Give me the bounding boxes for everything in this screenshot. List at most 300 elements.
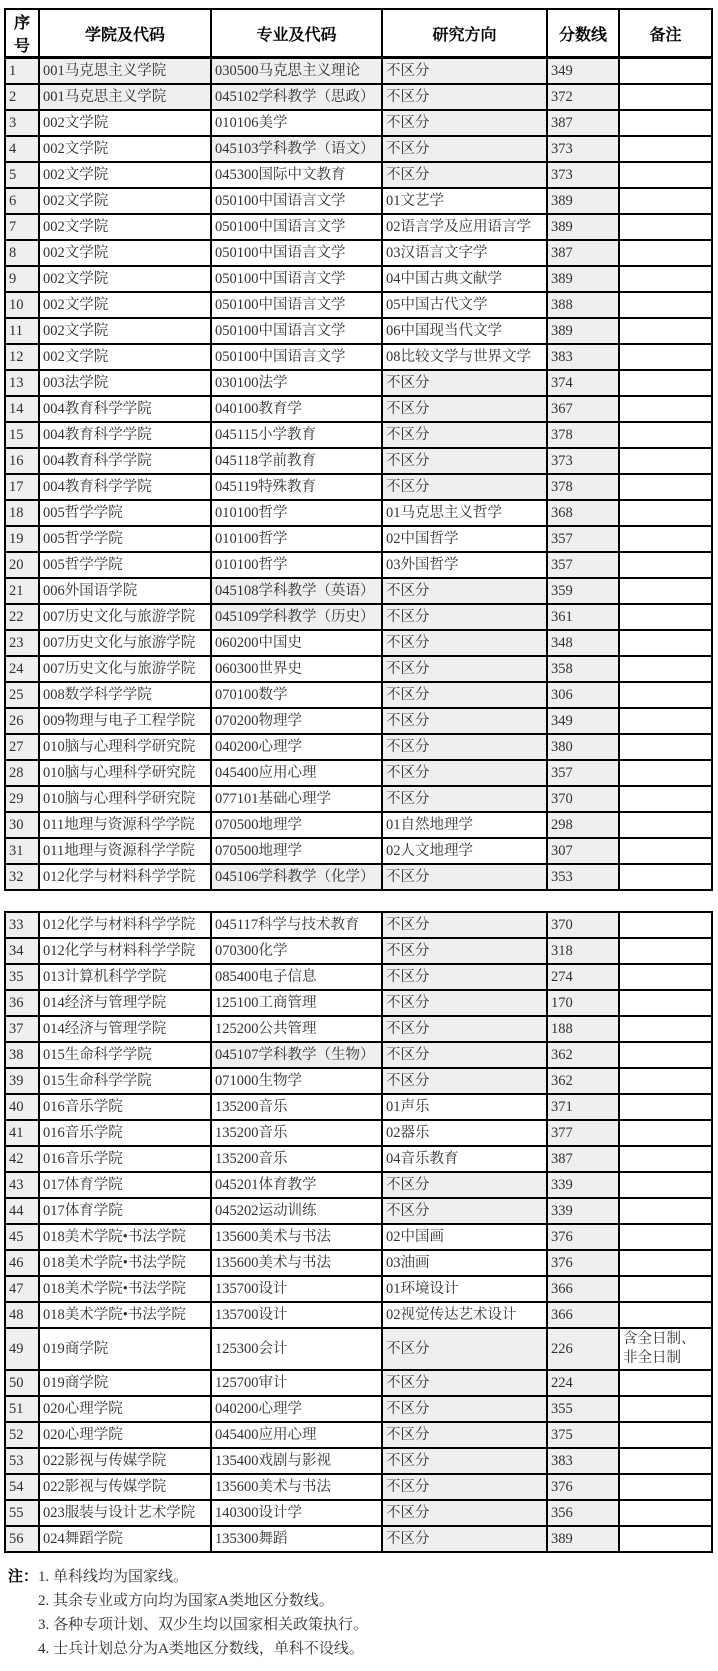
cell-seq: 50: [5, 1370, 39, 1396]
cell-score: 361: [547, 604, 619, 630]
cell-college: 001马克思主义学院: [39, 58, 211, 85]
cell-seq: 54: [5, 1474, 39, 1500]
cell-remark: [619, 1276, 712, 1302]
cell-major: 045103学科教学（语文）: [211, 136, 382, 162]
cell-remark: [619, 188, 712, 214]
cell-seq: 37: [5, 1016, 39, 1042]
cell-seq: 10: [5, 292, 39, 318]
table-row: [5, 604, 712, 630]
cell-major: 135600美术与书法: [211, 1250, 382, 1276]
cell-remark: [619, 318, 712, 344]
table-row: [5, 396, 712, 422]
cell-major: 071000生物学: [211, 1068, 382, 1094]
cell-major: 125300会计: [211, 1328, 382, 1370]
cell-score: 373: [547, 162, 619, 188]
table-row: [5, 370, 712, 396]
cell-remark: [619, 474, 712, 500]
cell-major: 077101基础心理学: [211, 786, 382, 812]
cell-seq: 52: [5, 1422, 39, 1448]
cell-college: 023服装与设计艺术学院: [39, 1500, 211, 1526]
cell-remark: [619, 964, 712, 990]
cell-direction: 不区分: [382, 1370, 547, 1396]
cell-seq: 45: [5, 1224, 39, 1250]
cell-major: 135200音乐: [211, 1146, 382, 1172]
cell-score: 170: [547, 990, 619, 1016]
cell-remark: [619, 266, 712, 292]
cell-seq: 39: [5, 1068, 39, 1094]
cell-major: 135600美术与书法: [211, 1474, 382, 1500]
cell-direction: 不区分: [382, 630, 547, 656]
cell-seq: 49: [5, 1328, 39, 1370]
cell-seq: 27: [5, 734, 39, 760]
table-row: [5, 1370, 712, 1396]
cell-remark: [619, 708, 712, 734]
cell-college: 018美术学院•书法学院: [39, 1224, 211, 1250]
table-row: [5, 448, 712, 474]
cell-direction: 不区分: [382, 964, 547, 990]
cell-remark: [619, 1146, 712, 1172]
cell-remark: [619, 1094, 712, 1120]
cell-direction: 不区分: [382, 1172, 547, 1198]
cell-score: 387: [547, 1146, 619, 1172]
cell-major: 070300化学: [211, 938, 382, 964]
cell-score: 318: [547, 938, 619, 964]
cell-score: 188: [547, 1016, 619, 1042]
table-row: [5, 864, 712, 890]
cell-score: 389: [547, 266, 619, 292]
cell-direction: 不区分: [382, 708, 547, 734]
column-header-college: 学院及代码: [39, 9, 211, 58]
cell-remark: [619, 990, 712, 1016]
cell-seq: 1: [5, 58, 39, 85]
cell-major: 030100法学: [211, 370, 382, 396]
cell-college: 004教育科学学院: [39, 422, 211, 448]
cell-remark: [619, 292, 712, 318]
cell-major: 135700设计: [211, 1276, 382, 1302]
cell-remark: [619, 630, 712, 656]
table-row: [5, 1120, 712, 1146]
cell-remark: [619, 1370, 712, 1396]
cell-remark: [619, 1120, 712, 1146]
cell-college: 010脑与心理科学研究院: [39, 734, 211, 760]
cell-direction: 02中国哲学: [382, 526, 547, 552]
cell-direction: 06中国现当代文学: [382, 318, 547, 344]
table-row: [5, 292, 712, 318]
cell-direction: 05中国古代文学: [382, 292, 547, 318]
note-line: 2. 其余专业或方向均为国家A类地区分数线。: [38, 1593, 334, 1609]
cell-score: 380: [547, 734, 619, 760]
cell-seq: 36: [5, 990, 39, 1016]
table-row: [5, 1094, 712, 1120]
cell-college: 018美术学院•书法学院: [39, 1250, 211, 1276]
cell-direction: 01马克思主义哲学: [382, 500, 547, 526]
cell-major: 010100哲学: [211, 526, 382, 552]
table-row: [5, 240, 712, 266]
cell-score: 226: [547, 1328, 619, 1370]
note-line: 3. 各种专项计划、双少生均以国家相关政策执行。: [38, 1617, 369, 1633]
cell-score: 339: [547, 1198, 619, 1224]
column-header-score: 分数线: [547, 9, 619, 58]
table-row: [5, 1474, 712, 1500]
cell-remark: [619, 656, 712, 682]
cell-remark: 含全日制、非全日制: [619, 1328, 712, 1370]
cell-remark: [619, 578, 712, 604]
cell-direction: 不区分: [382, 990, 547, 1016]
cell-direction: 02器乐: [382, 1120, 547, 1146]
cell-seq: 41: [5, 1120, 39, 1146]
table-row: [5, 1224, 712, 1250]
cell-score: 362: [547, 1042, 619, 1068]
table-row: [5, 422, 712, 448]
cell-major: 045117科学与技术教育: [211, 912, 382, 938]
cell-remark: [619, 604, 712, 630]
cell-score: 224: [547, 1370, 619, 1396]
cell-major: 045300国际中文教育: [211, 162, 382, 188]
cell-score: 383: [547, 344, 619, 370]
table-row: [5, 656, 712, 682]
cell-score: 274: [547, 964, 619, 990]
table-row: [5, 188, 712, 214]
cell-seq: 19: [5, 526, 39, 552]
cell-direction: 不区分: [382, 656, 547, 682]
cell-score: 378: [547, 474, 619, 500]
cell-seq: 15: [5, 422, 39, 448]
score-table-block-2: [4, 911, 713, 1553]
table-row: [5, 1068, 712, 1094]
cell-score: 383: [547, 1448, 619, 1474]
cell-remark: [619, 786, 712, 812]
table-row: [5, 318, 712, 344]
column-header-major: 专业及代码: [211, 9, 382, 58]
cell-seq: 44: [5, 1198, 39, 1224]
table-row: [5, 682, 712, 708]
cell-seq: 22: [5, 604, 39, 630]
column-header-seq: 序号: [5, 9, 39, 58]
cell-college: 005哲学学院: [39, 552, 211, 578]
cell-seq: 25: [5, 682, 39, 708]
cell-direction: 01文艺学: [382, 188, 547, 214]
cell-seq: 34: [5, 938, 39, 964]
cell-seq: 31: [5, 838, 39, 864]
cell-score: 298: [547, 812, 619, 838]
cell-direction: 不区分: [382, 1448, 547, 1474]
cell-college: 024舞蹈学院: [39, 1526, 211, 1552]
cell-college: 020心理学院: [39, 1396, 211, 1422]
cell-major: 045109学科教学（历史）: [211, 604, 382, 630]
cell-major: 030500马克思主义理论: [211, 58, 382, 85]
cell-college: 002文学院: [39, 240, 211, 266]
cell-college: 009物理与电子工程学院: [39, 708, 211, 734]
cell-college: 013计算机科学学院: [39, 964, 211, 990]
cell-college: 014经济与管理学院: [39, 1016, 211, 1042]
cell-remark: [619, 344, 712, 370]
cell-major: 070500地理学: [211, 812, 382, 838]
cell-seq: 23: [5, 630, 39, 656]
cell-seq: 47: [5, 1276, 39, 1302]
cell-major: 040200心理学: [211, 1396, 382, 1422]
cell-college: 002文学院: [39, 188, 211, 214]
cell-score: 368: [547, 500, 619, 526]
cell-college: 011地理与资源科学学院: [39, 812, 211, 838]
cell-remark: [619, 448, 712, 474]
cell-seq: 7: [5, 214, 39, 240]
cell-remark: [619, 84, 712, 110]
table-row: [5, 1146, 712, 1172]
cell-major: 085400电子信息: [211, 964, 382, 990]
cell-college: 002文学院: [39, 292, 211, 318]
table-row: [5, 266, 712, 292]
cell-seq: 43: [5, 1172, 39, 1198]
cell-score: 357: [547, 760, 619, 786]
cell-remark: [619, 1302, 712, 1328]
cell-college: 003法学院: [39, 370, 211, 396]
cell-remark: [619, 162, 712, 188]
cell-college: 007历史文化与旅游学院: [39, 630, 211, 656]
cell-remark: [619, 1250, 712, 1276]
cell-college: 008数学科学学院: [39, 682, 211, 708]
table-row: [5, 1250, 712, 1276]
cell-major: 125100工商管理: [211, 990, 382, 1016]
cell-seq: 32: [5, 864, 39, 890]
cell-direction: 02视觉传达艺术设计: [382, 1302, 547, 1328]
cell-remark: [619, 1224, 712, 1250]
cell-score: 355: [547, 1396, 619, 1422]
cell-remark: [619, 500, 712, 526]
cell-score: 358: [547, 656, 619, 682]
cell-remark: [619, 838, 712, 864]
cell-direction: 不区分: [382, 448, 547, 474]
cell-college: 019商学院: [39, 1328, 211, 1370]
cell-remark: [619, 136, 712, 162]
cell-major: 050100中国语言文学: [211, 214, 382, 240]
cell-college: 002文学院: [39, 110, 211, 136]
cell-remark: [619, 938, 712, 964]
cell-seq: 46: [5, 1250, 39, 1276]
cell-major: 050100中国语言文学: [211, 344, 382, 370]
cell-seq: 3: [5, 110, 39, 136]
cell-score: 373: [547, 448, 619, 474]
cell-remark: [619, 240, 712, 266]
cell-major: 045202运动训练: [211, 1198, 382, 1224]
table-row: [5, 812, 712, 838]
cell-score: 387: [547, 240, 619, 266]
cell-major: 045400应用心理: [211, 760, 382, 786]
cell-direction: 04中国古典文献学: [382, 266, 547, 292]
cell-remark: [619, 682, 712, 708]
cell-remark: [619, 1526, 712, 1552]
cell-major: 135600美术与书法: [211, 1224, 382, 1250]
cell-direction: 不区分: [382, 578, 547, 604]
cell-major: 135700设计: [211, 1302, 382, 1328]
cell-remark: [619, 58, 712, 85]
cell-seq: 13: [5, 370, 39, 396]
cell-college: 001马克思主义学院: [39, 84, 211, 110]
cell-direction: 不区分: [382, 760, 547, 786]
table-row: [5, 630, 712, 656]
cell-seq: 40: [5, 1094, 39, 1120]
cell-major: 135300舞蹈: [211, 1526, 382, 1552]
cell-major: 010100哲学: [211, 500, 382, 526]
cell-major: 050100中国语言文学: [211, 292, 382, 318]
cell-score: 356: [547, 1500, 619, 1526]
cell-seq: 11: [5, 318, 39, 344]
table-row: [5, 1526, 712, 1552]
cell-direction: 02人文地理学: [382, 838, 547, 864]
cell-direction: 不区分: [382, 786, 547, 812]
table-row: [5, 1198, 712, 1224]
table-row: [5, 110, 712, 136]
cell-direction: 不区分: [382, 1042, 547, 1068]
cell-seq: 4: [5, 136, 39, 162]
cell-direction: 不区分: [382, 396, 547, 422]
cell-score: 349: [547, 58, 619, 85]
cell-college: 016音乐学院: [39, 1146, 211, 1172]
table-row: [5, 136, 712, 162]
cell-college: 004教育科学学院: [39, 396, 211, 422]
cell-score: 370: [547, 912, 619, 938]
cell-seq: 26: [5, 708, 39, 734]
table-row: [5, 786, 712, 812]
column-header-remark: 备注: [619, 9, 712, 58]
cell-major: 135400戏剧与影视: [211, 1448, 382, 1474]
cell-seq: 53: [5, 1448, 39, 1474]
cell-remark: [619, 526, 712, 552]
cell-major: 045108学科教学（英语）: [211, 578, 382, 604]
cell-major: 070500地理学: [211, 838, 382, 864]
cell-remark: [619, 912, 712, 938]
cell-seq: 56: [5, 1526, 39, 1552]
table-body-block-1: [5, 58, 712, 891]
cell-seq: 35: [5, 964, 39, 990]
cell-college: 002文学院: [39, 318, 211, 344]
table-row: [5, 1500, 712, 1526]
cell-college: 018美术学院•书法学院: [39, 1302, 211, 1328]
cell-major: 040100教育学: [211, 396, 382, 422]
cell-college: 020心理学院: [39, 1422, 211, 1448]
cell-college: 010脑与心理科学研究院: [39, 786, 211, 812]
column-header-direction: 研究方向: [382, 9, 547, 58]
cell-college: 022影视与传媒学院: [39, 1448, 211, 1474]
cell-remark: [619, 1500, 712, 1526]
cell-major: 010106美学: [211, 110, 382, 136]
cell-college: 012化学与材料科学学院: [39, 938, 211, 964]
cell-major: 045400应用心理: [211, 1422, 382, 1448]
cell-remark: [619, 1068, 712, 1094]
cell-direction: 不区分: [382, 58, 547, 85]
cell-direction: 01声乐: [382, 1094, 547, 1120]
cell-direction: 不区分: [382, 136, 547, 162]
cell-direction: 01自然地理学: [382, 812, 547, 838]
cell-score: 307: [547, 838, 619, 864]
cell-major: 050100中国语言文学: [211, 266, 382, 292]
cell-major: 135200音乐: [211, 1120, 382, 1146]
cell-score: 367: [547, 396, 619, 422]
cell-major: 050100中国语言文学: [211, 240, 382, 266]
cell-score: 389: [547, 1526, 619, 1552]
cell-seq: 14: [5, 396, 39, 422]
cell-direction: 不区分: [382, 734, 547, 760]
cell-college: 002文学院: [39, 136, 211, 162]
cell-remark: [619, 864, 712, 890]
cell-college: 019商学院: [39, 1370, 211, 1396]
cell-direction: 02中国画: [382, 1224, 547, 1250]
table-row: [5, 1016, 712, 1042]
cell-seq: 48: [5, 1302, 39, 1328]
table-row: [5, 1328, 712, 1370]
cell-remark: [619, 1474, 712, 1500]
cell-major: 060200中国史: [211, 630, 382, 656]
cell-direction: 02语言学及应用语言学: [382, 214, 547, 240]
cell-remark: [619, 734, 712, 760]
header-row: [5, 9, 712, 58]
cell-direction: 不区分: [382, 422, 547, 448]
cell-direction: 不区分: [382, 1474, 547, 1500]
cell-score: 377: [547, 1120, 619, 1146]
cell-score: 375: [547, 1422, 619, 1448]
cell-score: 359: [547, 578, 619, 604]
cell-seq: 51: [5, 1396, 39, 1422]
cell-direction: 不区分: [382, 864, 547, 890]
cell-direction: 不区分: [382, 1526, 547, 1552]
cell-score: 376: [547, 1474, 619, 1500]
cell-seq: 8: [5, 240, 39, 266]
table-row: [5, 526, 712, 552]
cell-seq: 24: [5, 656, 39, 682]
cell-score: 357: [547, 552, 619, 578]
cell-college: 015生命科学学院: [39, 1042, 211, 1068]
cell-college: 016音乐学院: [39, 1094, 211, 1120]
cell-remark: [619, 1042, 712, 1068]
cell-college: 014经济与管理学院: [39, 990, 211, 1016]
cell-score: 376: [547, 1250, 619, 1276]
cell-remark: [619, 1198, 712, 1224]
cell-college: 015生命科学学院: [39, 1068, 211, 1094]
cell-college: 004教育科学学院: [39, 474, 211, 500]
cell-direction: 不区分: [382, 84, 547, 110]
note-line: 1. 单科线均为国家线。: [38, 1569, 189, 1585]
cell-direction: 不区分: [382, 1422, 547, 1448]
table-row: [5, 1302, 712, 1328]
cell-score: 372: [547, 84, 619, 110]
cell-remark: [619, 1172, 712, 1198]
cell-remark: [619, 1422, 712, 1448]
cell-score: 370: [547, 786, 619, 812]
cell-remark: [619, 812, 712, 838]
cell-seq: 30: [5, 812, 39, 838]
cell-direction: 不区分: [382, 1198, 547, 1224]
cell-seq: 9: [5, 266, 39, 292]
table-row: [5, 1276, 712, 1302]
table-header: [5, 9, 712, 58]
cell-score: 371: [547, 1094, 619, 1120]
cell-score: 389: [547, 214, 619, 240]
cell-remark: [619, 1448, 712, 1474]
cell-college: 002文学院: [39, 162, 211, 188]
cell-seq: 21: [5, 578, 39, 604]
cell-college: 005哲学学院: [39, 526, 211, 552]
cell-major: 070100数学: [211, 682, 382, 708]
cell-seq: 38: [5, 1042, 39, 1068]
cell-major: 070200物理学: [211, 708, 382, 734]
notes-section: [4, 1565, 698, 1661]
cell-college: 002文学院: [39, 344, 211, 370]
cell-college: 010脑与心理科学研究院: [39, 760, 211, 786]
cell-direction: 08比较文学与世界文学: [382, 344, 547, 370]
table-row: [5, 214, 712, 240]
cell-college: 016音乐学院: [39, 1120, 211, 1146]
cell-seq: 55: [5, 1500, 39, 1526]
table-row: [5, 708, 712, 734]
